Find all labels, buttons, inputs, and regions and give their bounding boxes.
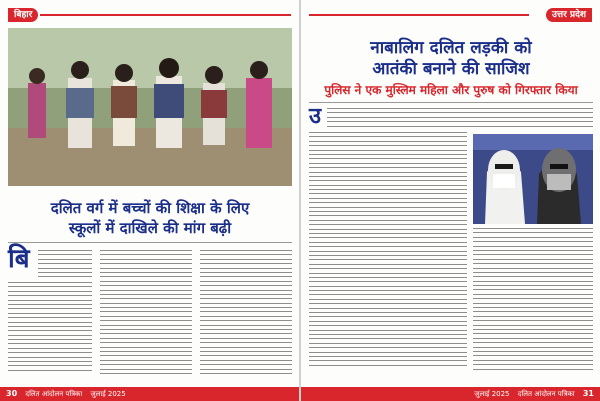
left-headline-line1: दलित वर्ग में बच्चों की शिक्षा के लिए [50,199,250,217]
right-page [301,0,600,401]
left-page-number: 30 [6,389,18,398]
accused-photo [473,134,593,224]
left-page [0,0,299,401]
right-issue-date: जुलाई 2025 [474,390,510,398]
right-text-column-2 [473,228,593,373]
right-headline-line2: आतंकी बनाने की साजिश [372,59,530,79]
left-text-column-2 [100,250,192,377]
right-dropcap: उ [309,103,322,129]
right-text-intro [327,108,593,130]
right-headline-line1: नाबालिग दलित लड़की को [370,38,532,58]
section-rule [40,14,291,16]
right-text-column-1 [309,132,467,369]
left-magazine-name: दलित आंदोलन पत्रिका [25,390,83,398]
left-headline-line2: स्कूलों में दाखिले की मांग बढ़ी [68,219,232,237]
section-rule [309,14,529,16]
section-tag-uttar-pradesh: उत्तर प्रदेश [546,8,592,22]
children-school-photo [8,28,292,186]
left-text-column-1b [8,282,92,374]
headline-divider [8,242,292,243]
right-subheadline: पुलिस ने एक मुस्लिम महिला और पुरुष को गिरफ्तार किया [324,83,578,97]
right-headline [309,38,593,80]
right-footer [301,387,600,401]
left-text-column-3 [200,250,292,377]
left-text-column-1 [38,250,92,281]
right-page-number: 31 [582,389,594,398]
right-magazine-name: दलित आंदोलन पत्रिका [517,390,575,398]
left-footer [0,387,299,401]
headline-divider [309,102,593,103]
left-issue-date: जुलाई 2025 [90,390,126,398]
left-headline [8,198,292,238]
section-tag-bihar: बिहार [8,8,38,22]
left-dropcap: बि [8,244,30,274]
